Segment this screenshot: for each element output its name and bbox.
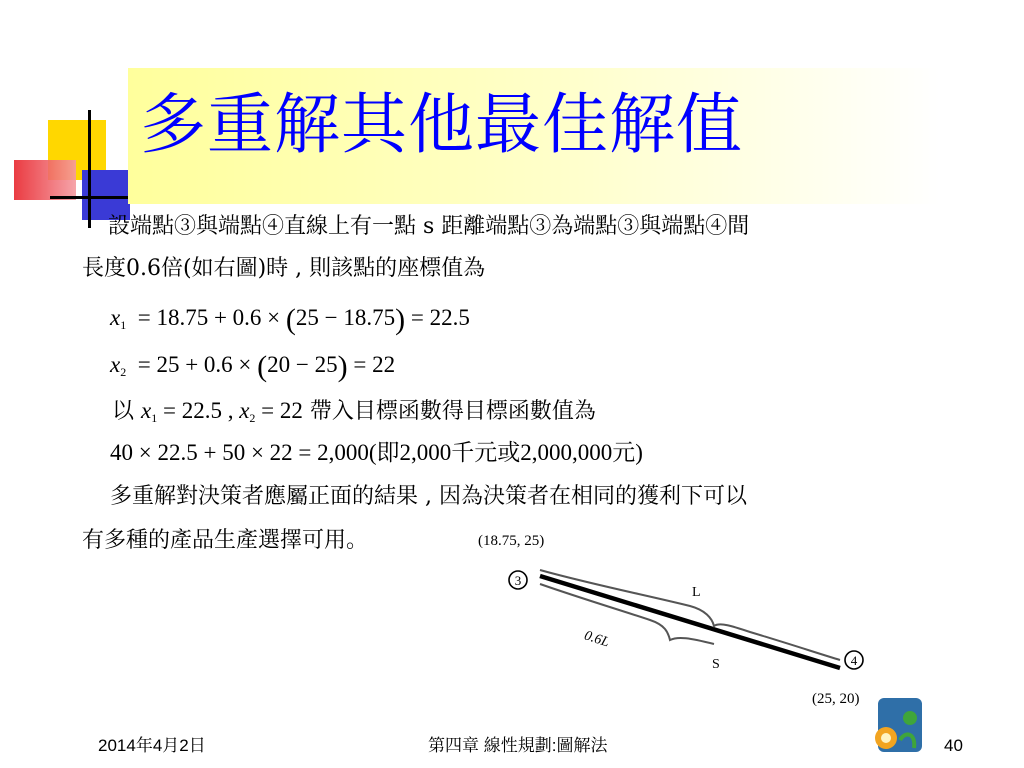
point-top-label: (18.75, 25) [478,533,545,549]
footer-date: 2014年4月2日 [98,736,206,755]
marker-4-text: 4 [850,653,858,668]
equation-1: $x_1 = 18.75 + 0.6 \times (25 - 18.75) = 22.5$ [110,303,470,336]
paragraph-line: 設端點③與端點④直線上有一點 s 距離端點③為端點③與端點④間 [108,214,750,239]
label-S: S [712,657,720,672]
page-title: 多重解其他最佳解值 [140,86,743,163]
marker-3-text: 3 [514,573,522,588]
segment-diagram [500,556,880,696]
horizontal-line [50,196,140,199]
red-square [14,160,76,200]
label-L: L [692,585,701,600]
substitution-line: 以 $x_1 = 22.5$ , $x_2 = 22$ 帶入目標函數得目標函數值為 [112,398,596,425]
footer-chapter: 第四章 線性規劃:圖解法 [428,736,608,755]
equation-2: $x_2 = 25 + 0.6 \times (20 - 25) = 22$ [110,350,396,383]
label-06L: 0.6L [582,628,612,651]
equation-3: 40 × 22.5 + 50 × 22 = 2,000(即2,000千元或2,000,000元) [110,440,643,465]
vertical-line [88,110,91,228]
paragraph-line: 多重解對決策者應屬正面的結果 , 因為決策者在相同的獲利下可以 [110,484,747,509]
page-number: 40 [944,736,963,755]
paragraph-line: 長度0.6倍(如右圖)時 , 則該點的座標值為 [82,256,486,281]
point-bottom-label: (25, 20) [812,691,860,707]
line-L [540,576,840,668]
brace-L [540,570,840,660]
paragraph-line: 有多種的產品生產選擇可用。 [82,528,369,553]
logo-icon [870,690,928,762]
corner-decoration [0,100,140,230]
brace-06L [540,584,714,644]
